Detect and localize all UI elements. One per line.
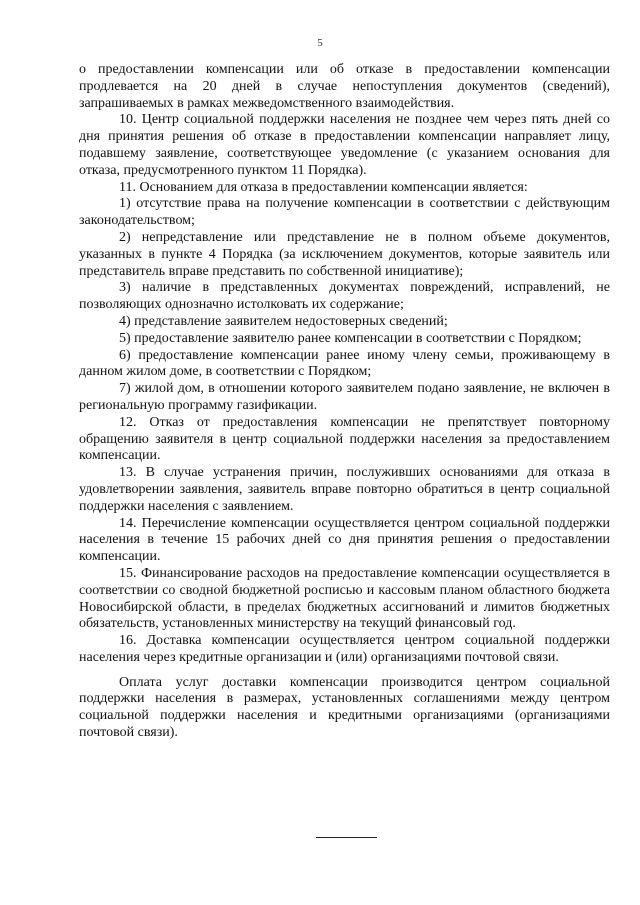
paragraph-delivery-payment: Оплата услуг доставки компенсации производится центром социальной поддержки населения в размерах, установленных соглашениями между центром социальной поддержки населения и кредитными организациями (организациями почтовой связи). bbox=[79, 674, 610, 741]
paragraph-12: 12. Отказ от предоставления компенсации не препятствует повторному обращению заявителя в центр социальной поддержки населения за предоставлением компенсации. bbox=[79, 414, 610, 464]
document-body bbox=[79, 62, 610, 742]
paragraph-14: 14. Перечисление компенсации осуществляется центром социальной поддержки населения в течение 15 рабочих дней со дня принятия решения о предоставлении компенсации. bbox=[79, 515, 610, 565]
paragraph-continuation: о предоставлении компенсации или об отказе в предоставлении компенсации продлевается на 20 дней в случае непоступления документов (сведений), запрашиваемых в рамках межведомственного взаимодействия. bbox=[79, 62, 610, 111]
paragraph-11-item-1: 1) отсутствие права на получение компенсации в соответствии с действующим законодательством; bbox=[79, 196, 610, 229]
paragraph-11-item-4: 4) представление заявителем недостоверных сведений; bbox=[119, 313, 448, 329]
paragraph-11-item-5: 5) предоставление заявителю ранее компенсации в соответствии с Порядком; bbox=[119, 330, 582, 346]
footer-divider bbox=[316, 837, 377, 838]
paragraph-16: 16. Доставка компенсации осуществляется центром социальной поддержки населения через кредитные организации и (или) организациями почтовой связи. bbox=[79, 633, 610, 665]
paragraph-11-item-3: 3) наличие в представленных документах повреждений, исправлений, не позволяющих однозначно истолковать их содержание; bbox=[79, 280, 610, 313]
paragraph-11-item-2: 2) непредставление или представление не в полном объеме документов, указанных в пункте 4 Порядка (за исключением документов, которые заявитель или представитель вправе представить по собственной инициативе); bbox=[79, 229, 610, 279]
page-number: 5 bbox=[317, 37, 323, 49]
paragraph-11: 11. Основанием для отказа в предоставлении компенсации является: bbox=[119, 179, 528, 195]
paragraph-15: 15. Финансирование расходов на предоставление компенсации осуществляется в соответствии со сводной бюджетной росписью и кассовым планом областного бюджета Новосибирской области, в пределах бюджетных ассигнований и лимитов бюджетных обязательств, установленных министерству на текущий финансовый год. bbox=[79, 565, 610, 632]
paragraph-10: 10. Центр социальной поддержки населения не позднее чем через пять дней со дня принятия решения об отказе в предоставлении компенсации направляет лицу, подавшему заявление, соответствующее уведомление (с указанием основания для отказа, предусмотренного пунктом 11 Порядка). bbox=[79, 112, 610, 178]
paragraph-11-item-7: 7) жилой дом, в отношении которого заявителем подано заявление, не включен в региональную программу газификации. bbox=[79, 381, 610, 413]
paragraph-13: 13. В случае устранения причин, послуживших основаниями для отказа в удовлетворении заявления, заявитель вправе повторно обратиться в центр социальной поддержки населения с заявлением. bbox=[79, 465, 610, 514]
paragraph-11-item-6: 6) предоставление компенсации ранее иному члену семьи, проживающему в данном жилом доме, в соответствии с Порядком; bbox=[79, 347, 610, 380]
